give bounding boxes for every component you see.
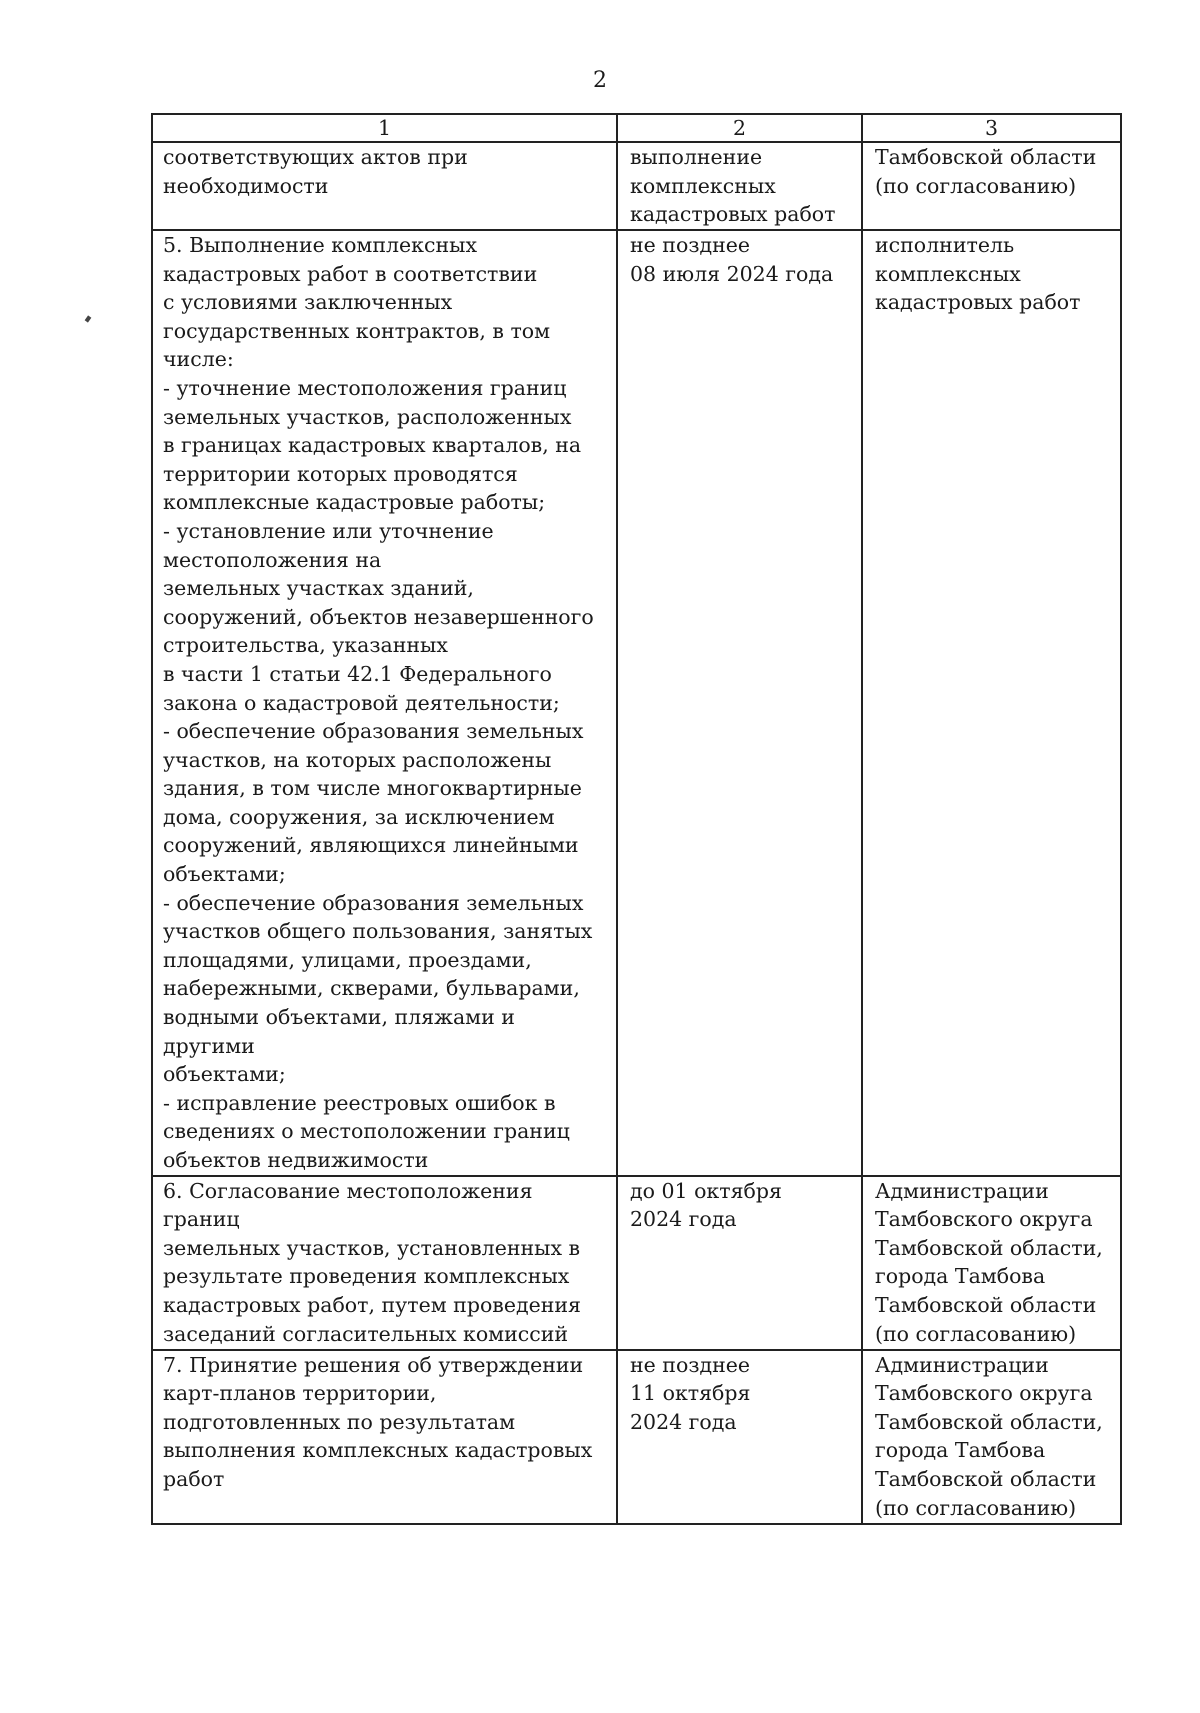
table-row: [152, 1176, 1121, 1350]
table-row: [152, 142, 1121, 230]
task-cell: 5. Выполнение комплексных кадастровых работ в соответствии с условиями заключенных государственных контрактов, в том числе: - уточнение местоположения границ земельных участков, расположенных в границах кадастровых кварталов, на территории которых проводятся комплексные кадастровые работы; - установление или уточнение местоположения на земельных участках зданий, сооружений, объектов незавершенного строительства, указанных в части 1 статьи 42.1 Федерального закона о кадастровой деятельности; - обеспечение образования земельных участков, на которых расположены здания, в том числе многоквартирные дома, сооружения, за исключением сооружений, являющихся линейными объектами; - обеспечение образования земельных участков общего пользования, занятых площадями, улицами, проездами, набережными, скверами, бульварами, водными объектами, пляжами и другими объектами; - исправление реестровых ошибок в сведениях о местоположении границ объектов недвижимости: [152, 230, 617, 1176]
scan-speck: [85, 315, 92, 322]
column-header-2: 2: [617, 114, 862, 142]
column-header-1: 1: [152, 114, 617, 142]
table-header-row: [152, 114, 1121, 142]
column-header-3: 3: [862, 114, 1121, 142]
responsible-cell: исполнитель комплексных кадастровых работ: [862, 230, 1121, 1176]
page-number: 2: [593, 68, 607, 93]
deadline-cell: до 01 октября 2024 года: [617, 1176, 862, 1350]
table-row: [152, 230, 1121, 1176]
task-cell: 7. Принятие решения об утверждении карт-планов территории, подготовленных по результатам выполнения комплексных кадастровых работ: [152, 1350, 617, 1524]
responsible-cell: Тамбовской области (по согласованию): [862, 142, 1121, 230]
task-cell: 6. Согласование местоположения границ земельных участков, установленных в результате проведения комплексных кадастровых работ, путем проведения заседаний согласительных комиссий: [152, 1176, 617, 1350]
responsible-cell: Администрации Тамбовского округа Тамбовской области, города Тамбова Тамбовской области (по согласованию): [862, 1176, 1121, 1350]
responsible-cell: Администрации Тамбовского округа Тамбовской области, города Тамбова Тамбовской области (по согласованию): [862, 1350, 1121, 1524]
task-cell: соответствующих актов при необходимости: [152, 142, 617, 230]
table-row: [152, 1350, 1121, 1524]
schedule-table: [151, 113, 1122, 1525]
schedule-table-container: [151, 113, 1120, 1525]
deadline-cell: не позднее 11 октября 2024 года: [617, 1350, 862, 1524]
deadline-cell: не позднее 08 июля 2024 года: [617, 230, 862, 1176]
deadline-cell: выполнение комплексных кадастровых работ: [617, 142, 862, 230]
